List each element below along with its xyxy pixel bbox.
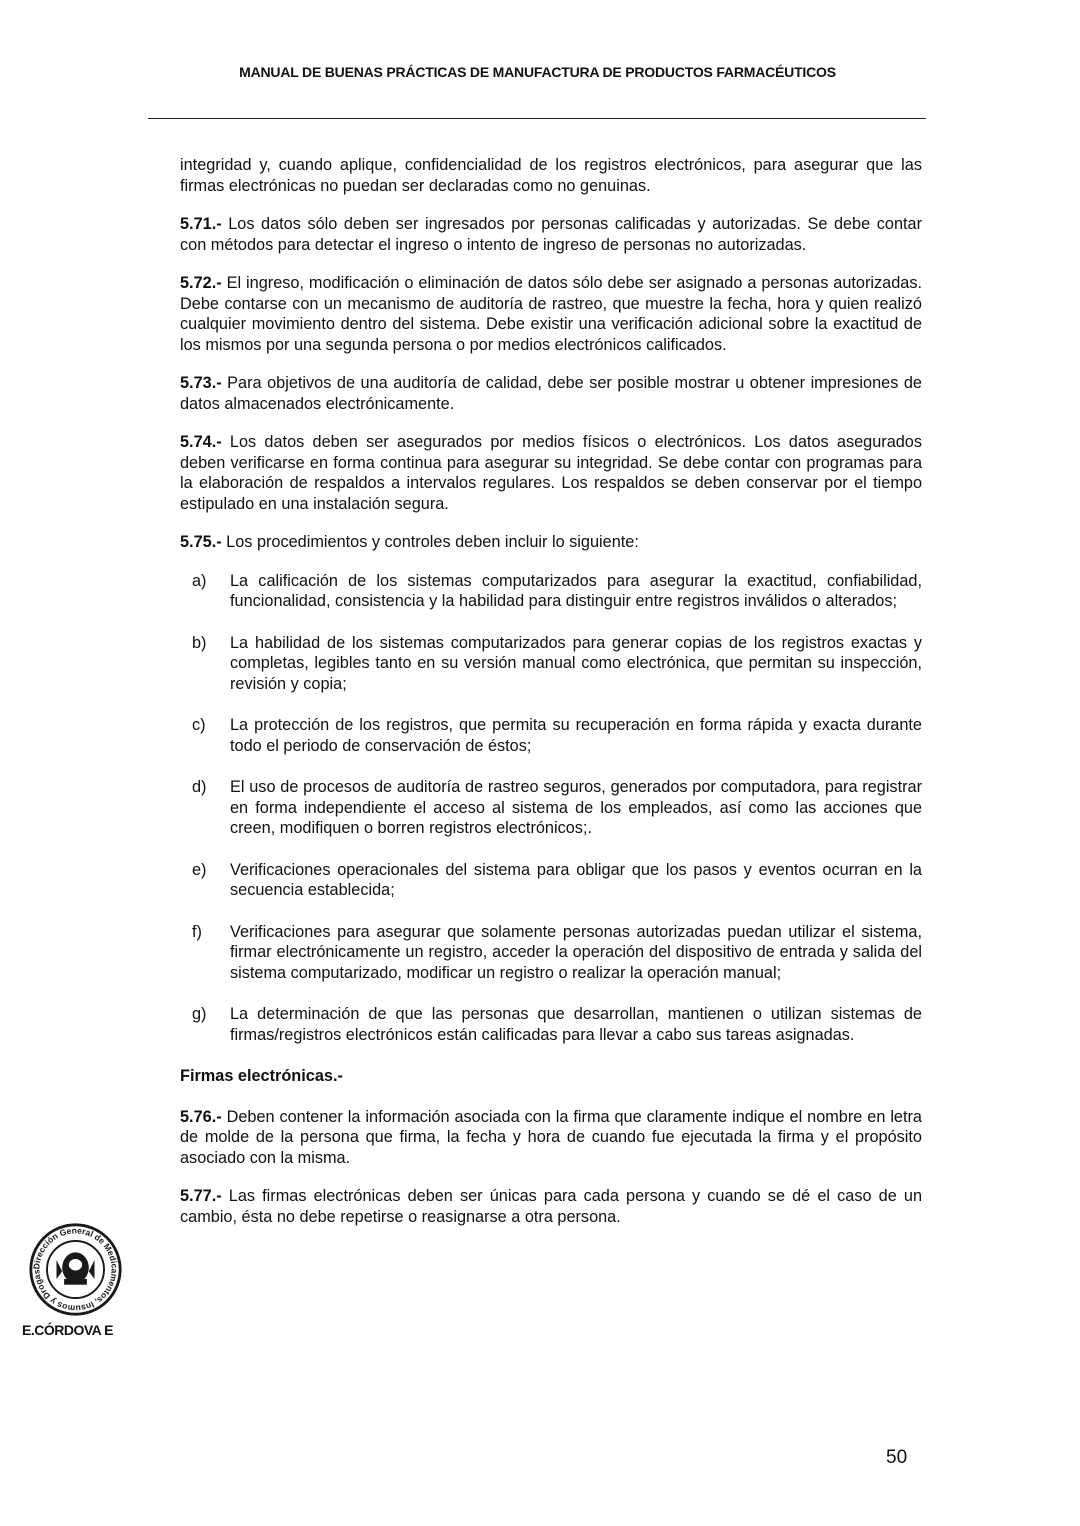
paragraph-number: 5.74.- (180, 433, 222, 451)
list-item-text: La protección de los registros, que permita su recuperación en forma rápida y exacta durante todo el periodo de conservación de éstos; (230, 716, 922, 755)
paragraph-text: Para objetivos de una auditoría de calidad, debe ser posible mostrar u obtener impresiones de datos almacenados electrónicamente. (180, 374, 922, 413)
paragraph-text: Los procedimientos y controles deben incluir lo siguiente: (221, 533, 639, 551)
section-title-firmas: Firmas electrónicas.- (180, 1067, 343, 1085)
list-item-text: La determinación de que las personas que desarrollan, mantienen o utilizan sistemas de firmas/registros electrónicos están calificadas para llevar a cabo sus tareas asignadas. (230, 1005, 922, 1044)
paragraph-5-75 (180, 532, 922, 553)
list-item-e (192, 860, 922, 901)
paragraph-number: 5.75.- (180, 533, 222, 551)
document-header: MANUAL DE BUENAS PRÁCTICAS DE MANUFACTURA DE PRODUCTOS FARMACÉUTICOS (239, 64, 836, 80)
list-marker: g) (192, 1005, 207, 1023)
paragraph-text: Los datos sólo deben ser ingresados por personas calificadas y autorizadas. Se debe contar con métodos para detectar el ingreso o intento de ingreso de personas no autorizadas. (180, 215, 922, 254)
paragraph-number: 5.71.- (180, 215, 222, 233)
paragraph-number: 5.72.- (180, 274, 222, 292)
paragraph-text: Los datos deben ser asegurados por medios físicos o electrónicos. Los datos asegurados deben verificarse en forma continua para asegurar su integridad. Se debe contar con programas para la elaboración de respaldos a intervalos regulares. Los respaldos se deben conservar por el tiempo estipulado en una instalación segura. (180, 433, 922, 513)
list-marker: c) (192, 716, 206, 734)
list-item-b (192, 633, 922, 695)
official-seal-stamp (28, 1222, 123, 1317)
paragraph-number: 5.73.- (180, 374, 222, 392)
header-divider (148, 118, 926, 119)
paragraph-text: Deben contener la información asociada con la firma que claramente indique el nombre en letra de molde de la persona que firma, la fecha y hora de cuando fue ejecutada la firma y el propósito asociado con la misma. (180, 1107, 922, 1167)
list-item-text: Verificaciones operacionales del sistema para obligar que los pasos y eventos ocurran en la secuencia establecida; (230, 860, 922, 899)
document-body (180, 155, 922, 1245)
list-item-text: La calificación de los sistemas computarizados para asegurar la exactitud, confiabilidad, funcionalidad, consistencia y la habilidad para distinguir entre registros inválidos o alterados; (230, 571, 922, 610)
page-number: 50 (886, 1447, 908, 1468)
list-item-text: La habilidad de los sistemas computarizados para generar copias de los registros exactas y completas, legibles tanto en su versión manual como electrónica, que permitan su inspección, revisión y copia; (230, 633, 922, 693)
list-item-g (192, 1004, 922, 1045)
paragraph-5-76 (180, 1107, 922, 1169)
signature: E.CÓRDOVA E (22, 1322, 113, 1338)
paragraph-5-72 (180, 273, 922, 355)
paragraph-number: 5.77.- (180, 1187, 222, 1205)
paragraph-text: El ingreso, modificación o eliminación de datos sólo debe ser asignado a personas autorizadas. Debe contarse con un mecanismo de auditoría de rastreo, que muestre la fecha, hora y quien realizó cualquier movimiento dentro del sistema. Debe existir una verificación adicional sobre la exactitud de los mismos por una segunda persona o por medios electrónicos calificados. (180, 274, 922, 354)
list-marker: f) (192, 922, 202, 941)
procedures-list (180, 571, 922, 1046)
paragraph-5-71 (180, 214, 922, 255)
list-item-a (192, 571, 922, 612)
list-marker: d) (192, 778, 207, 796)
paragraph-5-74 (180, 432, 922, 514)
list-item-f (192, 922, 922, 984)
intro-paragraph: integridad y, cuando aplique, confidencialidad de los registros electrónicos, para asegurar que las firmas electrónicas no puedan ser declaradas como no genuinas. (180, 156, 922, 195)
list-item-text: El uso de procesos de auditoría de rastreo seguros, generados por computadora, para registrar en forma independiente el acceso al sistema de los empleados, así como las acciones que creen, modifiquen o borren registros electrónicos;. (230, 778, 922, 837)
list-marker: a) (192, 571, 207, 590)
list-item-text: Verificaciones para asegurar que solamente personas autorizadas puedan utilizar el sistema, firmar electrónicamente un registro, acceder la operación del dispositivo de entrada y salida del sistema computarizado, modificar un registro o realizar la operación manual; (230, 922, 922, 982)
list-item-d (192, 777, 922, 839)
list-marker: b) (192, 633, 207, 652)
paragraph-5-73 (180, 373, 922, 414)
seal-text: Dirección General de Medicamentos, Insumos y Drogas (31, 1225, 120, 1314)
paragraph-5-77 (180, 1186, 922, 1227)
paragraph-number: 5.76.- (180, 1107, 222, 1126)
paragraph-text: Las firmas electrónicas deben ser únicas para cada persona y cuando se dé el caso de un cambio, ésta no debe repetirse o reasignarse a otra persona. (180, 1187, 922, 1226)
list-item-c (192, 715, 922, 756)
list-marker: e) (192, 860, 207, 879)
